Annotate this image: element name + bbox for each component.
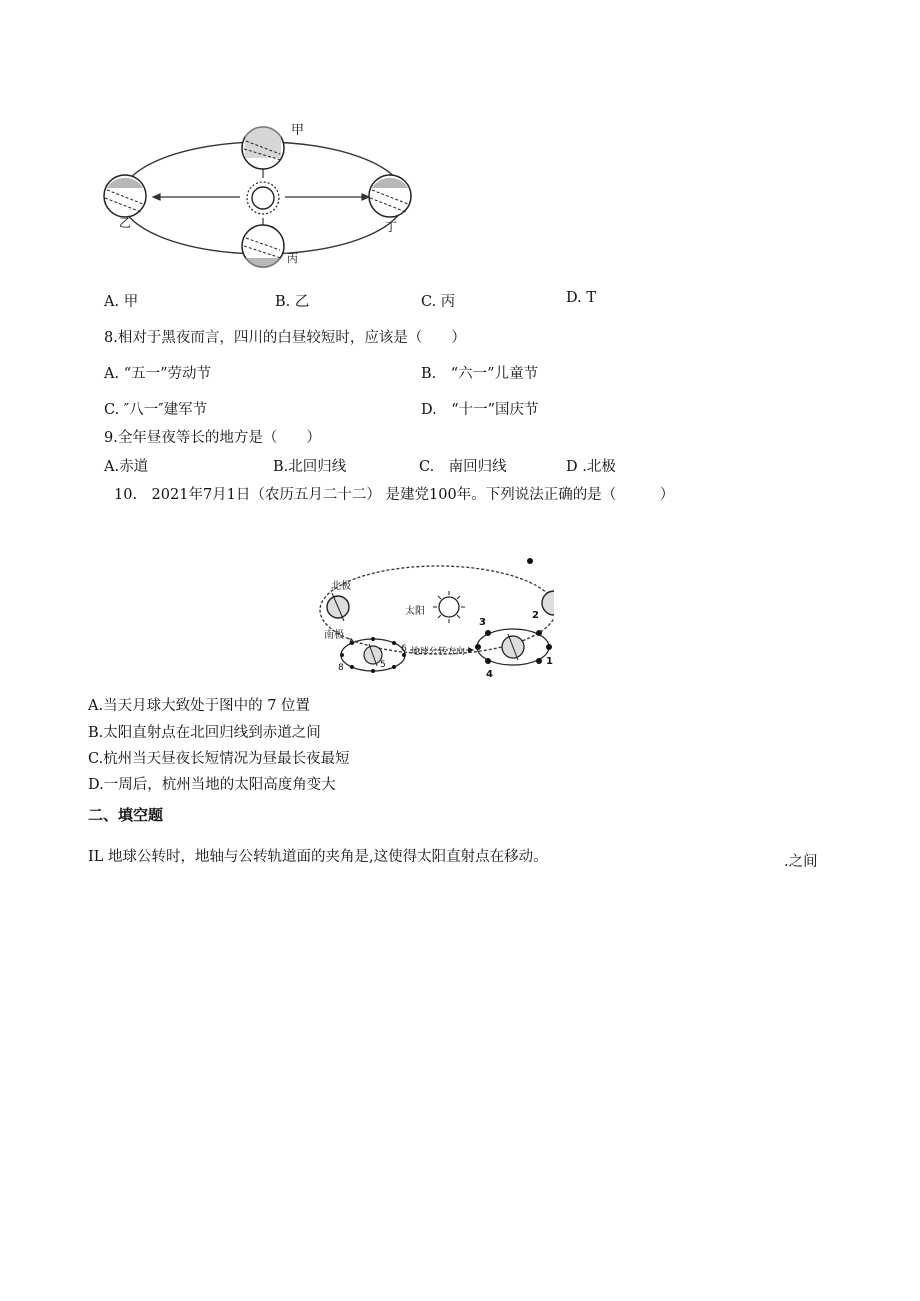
label-ding: 丁: [385, 220, 398, 234]
sun-icon: [247, 182, 279, 214]
moon-pos-8: 8: [338, 663, 344, 673]
earth-bing: [242, 225, 284, 268]
sun-icon-2: [433, 591, 465, 623]
moon-pos-5: 5: [380, 660, 386, 670]
earth-yi: [104, 175, 146, 217]
q9-option-b[interactable]: B.北回归线: [273, 459, 347, 475]
label-jia: 甲: [291, 123, 305, 138]
q8-stem: 8.相对于黑夜而言，四川的白昼较短时，应该是（ ）: [104, 330, 466, 346]
q8-option-a[interactable]: A. “五一”劳动节: [104, 366, 212, 382]
moon-pos-1: 1: [546, 656, 553, 667]
q10-stem: 10. 2021年7月1日（农历五月二十二） 是建党100年。下列说法正确的是（ ）: [114, 487, 675, 503]
diagram2-sun-label: 太阳: [405, 606, 425, 617]
distant-dot: [527, 558, 533, 564]
earth-right-partial: [542, 591, 554, 615]
label-bing: 丙: [287, 252, 298, 265]
moon-pos-4: 4: [486, 669, 493, 680]
label-yi: 乙: [119, 216, 132, 230]
diagram2-north-pole: 北极: [331, 581, 351, 592]
earth-ding: [369, 175, 411, 217]
q7-option-d[interactable]: D. T: [566, 290, 596, 306]
q8-option-b[interactable]: B. “六一”儿童节: [421, 366, 539, 382]
q9-option-d[interactable]: D .北极: [566, 459, 616, 475]
moon-pos-6: 6: [401, 644, 407, 654]
q9-stem: 9.全年昼夜等长的地方是（ ）: [104, 430, 321, 446]
earth-jia: [242, 126, 284, 169]
diagram2-south-pole: 南极: [324, 630, 344, 641]
q11-stem: IL 地球公转时，地轴与公转轨道面的夹角是,这使得太阳直射点在移动。: [88, 849, 548, 865]
q9-option-a[interactable]: A.赤道: [104, 459, 149, 475]
earth-small-right: [502, 634, 524, 660]
q7-option-b[interactable]: B. 乙: [275, 294, 310, 310]
q8-option-d[interactable]: D. “十一”国庆节: [421, 402, 539, 418]
q11-tail: .之间: [784, 854, 818, 870]
q7-option-a[interactable]: A. 甲: [104, 294, 139, 310]
q7-option-c[interactable]: C. 丙: [421, 294, 456, 310]
earth-left: [327, 593, 349, 621]
moon-pos-2: 2: [532, 610, 539, 621]
diagram2-direction-label: 地球公转方向: [411, 647, 466, 657]
moon-pos-7: 7: [347, 638, 353, 648]
moon-pos-3: 3: [479, 617, 486, 628]
q10-option-a[interactable]: A.当天月球大致处于图中的 7 位置: [88, 698, 311, 714]
section2-title: 二、填空题: [88, 806, 164, 824]
q9-option-c[interactable]: C. 南回归线: [419, 459, 507, 475]
q10-option-d[interactable]: D.一周后，杭州当地的太阳高度角变大: [88, 777, 336, 793]
q10-option-b[interactable]: B.太阳直射点在北回归线到赤道之间: [88, 725, 321, 741]
q8-option-c[interactable]: C. ″八一″建军节: [104, 402, 208, 418]
orbit-diagram-1: [95, 118, 425, 278]
orbit-diagram-2: [318, 555, 554, 683]
q10-option-c[interactable]: C.杭州当天昼夜长短情况为昼最长夜最短: [88, 751, 350, 767]
